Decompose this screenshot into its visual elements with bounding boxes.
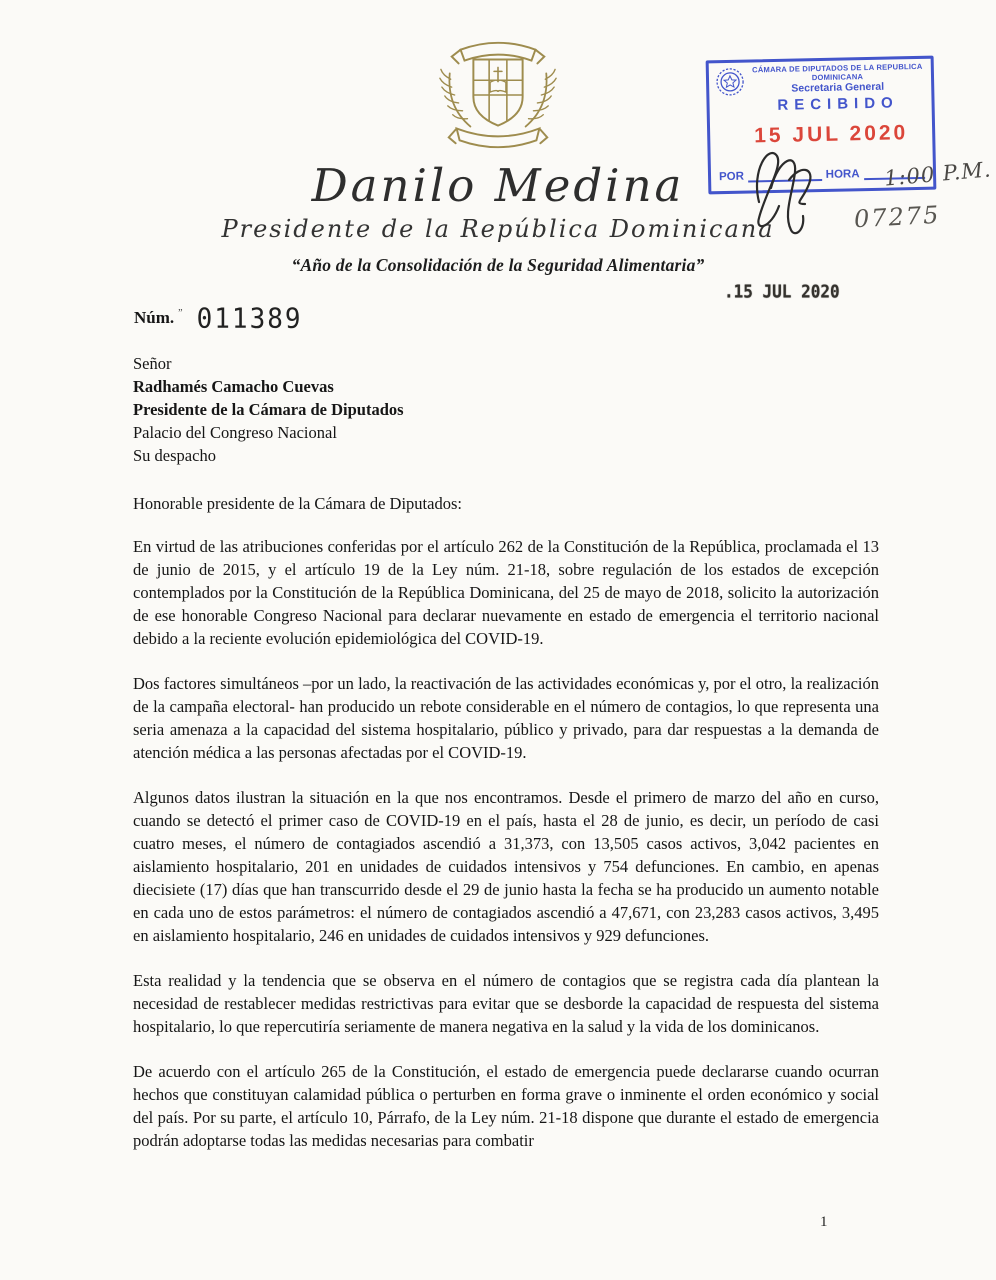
reference-line bbox=[134, 303, 303, 335]
sender-name: Danilo Medina bbox=[311, 159, 685, 212]
reference-mark: ” bbox=[178, 308, 183, 319]
greeting: Honorable presidente de la Cámara de Diputados: bbox=[133, 494, 462, 513]
stamp-por-label: POR bbox=[718, 170, 745, 184]
recipient-address: Palacio del Congreso Nacional bbox=[133, 423, 337, 442]
stamp-headlines bbox=[750, 63, 926, 114]
handwritten-registry-number: 07275 bbox=[853, 200, 942, 234]
reference-number: 011389 bbox=[196, 303, 303, 335]
chamber-seal-icon bbox=[715, 67, 746, 98]
sender-title: Presidente de la República Dominicana bbox=[221, 215, 775, 244]
date-stamp: .15 JUL 2020 bbox=[724, 281, 840, 302]
paragraph-2: Dos factores simultáneos –por un lado, la reactivación de las actividades económicas y, por el otro, la realización de la campaña electoral- han producido un rebote considerable en el número de contagios, lo que representa una seria amenaza a la capacidad del sistema hospitalario, público y privado, para dar respuestas a la demanda de atención médica a las personas afectadas por el COVID-19. bbox=[133, 674, 879, 762]
stamp-date: 15 JUL 2020 bbox=[753, 120, 909, 148]
paragraph-1: En virtud de las atribuciones conferidas por el artículo 262 de la Constitución de la República, proclamada el 13 de junio de 2015, y el artículo 19 de la Ley núm. 21-18, sobre regulación de los estados de excepción contemplados por la Constitución de la República Dominicana, del 25 de mayo de 2018, solicito la autorización de ese honorable Congreso Nacional para declarar nuevamente en estado de emergencia el territorio nacional debido a la reciente evolución epidemiológica del COVID-19. bbox=[133, 537, 879, 648]
letterhead-motto: “Año de la Consolidación de la Seguridad Alimentaria” bbox=[291, 255, 705, 276]
recipient-name: Radhamés Camacho Cuevas bbox=[133, 377, 334, 396]
por-signature-line bbox=[748, 167, 822, 183]
stamp-header bbox=[715, 63, 926, 115]
stamp-office-line: Secretaria General bbox=[791, 81, 885, 96]
page-number: 1 bbox=[820, 1214, 828, 1230]
recipient-salutation: Señor bbox=[133, 354, 172, 373]
coat-of-arms-icon bbox=[428, 30, 568, 160]
paragraph-4: Esta realidad y la tendencia que se observa en el número de contagios que se registra cada día plantean la necesidad de restablecer medidas restrictivas para evitar que se desborde la capacidad de respuesta del sistema hospitalario, lo que repercutiría seriamente de manera negativa en la salud y la vida de los dominicanos. bbox=[133, 971, 879, 1036]
recipient-office: Su despacho bbox=[133, 446, 216, 465]
recipient-block bbox=[133, 352, 879, 467]
reference-label: Núm. bbox=[134, 308, 175, 327]
recipient-title: Presidente de la Cámara de Diputados bbox=[133, 400, 404, 419]
handwritten-hora: 1:00 P.M. bbox=[883, 157, 993, 191]
paragraph-3: Algunos datos ilustran la situación en la que nos encontramos. Desde el primero de marzo del año en curso, cuando se detectó el primer caso de COVID-19 en el país, hasta el 28 de junio, es decir, un período de casi cuatro meses, el número de contagiados ascendió a 31,373, con 13,505 casos activos, 3,042 pacientes en aislamiento hospitalario, 201 en unidades de cuidados intensivos y 754 defunciones. En cambio, en apenas diecisiete (17) días que han transcurrido desde el 29 de junio hasta la fecha se ha producido un aumento notable en cada uno de estos parámetros: el número de contagiados ascendió a 47,671, con 23,283 casos activos, 3,495 en aislamiento hospitalario, 246 en unidades de cuidados intensivos y 929 defunciones. bbox=[133, 788, 879, 945]
letter-body bbox=[133, 352, 879, 1174]
stamp-status: RECIBIDO bbox=[777, 93, 899, 114]
stamp-org-line: CÁMARA DE DIPUTADOS DE LA REPUBLICA DOMINICANA bbox=[752, 61, 923, 82]
stamp-hora-label: HORA bbox=[825, 168, 860, 181]
paragraph-5: De acuerdo con el artículo 265 de la Constitución, el estado de emergencia puede declararse cuando ocurran hechos que constituyan calamidad pública o perturben en forma grave o inminente el orden económico y social del país. Por su parte, el artículo 10, Párrafo, de la Ley núm. 21-18 dispone que durante el estado de emergencia podrán adoptarse todas las medidas necesarias para combatir bbox=[133, 1062, 879, 1150]
